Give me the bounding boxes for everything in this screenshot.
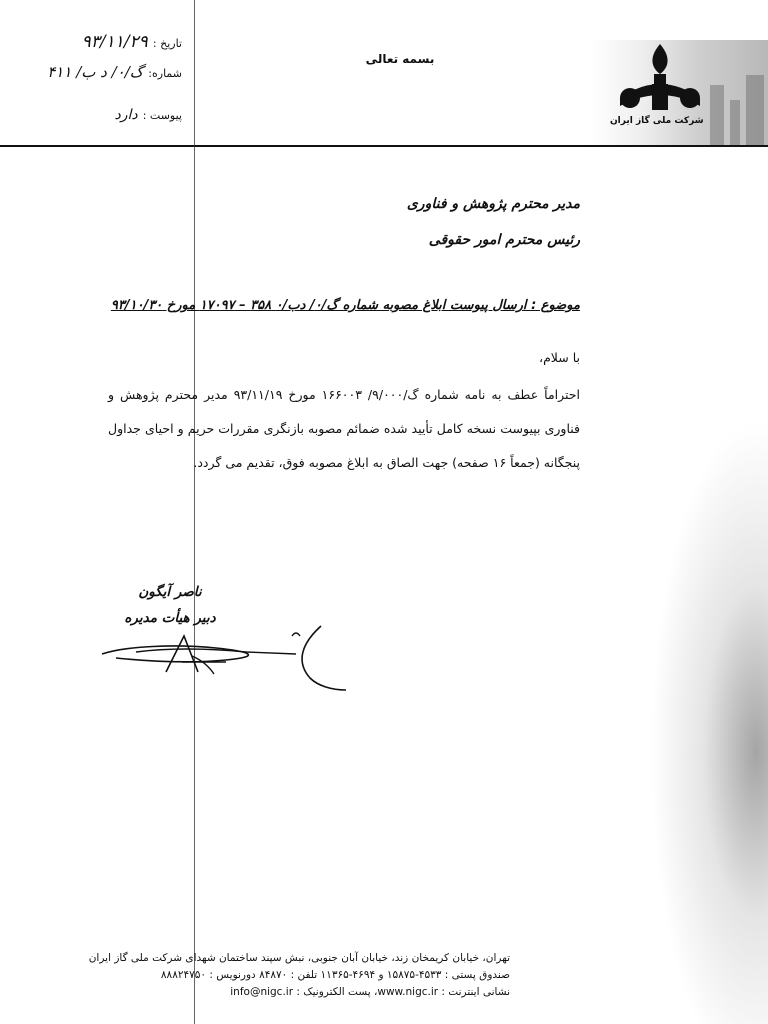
attachment-row [86, 104, 182, 126]
invocation: بسمه تعالی [365, 52, 435, 66]
handwritten-signature [96, 622, 356, 694]
number-label: شماره: [148, 67, 182, 80]
date-row [62, 32, 182, 56]
attachment-value: دارد [114, 107, 138, 123]
number-row [30, 62, 182, 86]
header-divider [0, 145, 768, 147]
date-label: تاریخ : [152, 37, 182, 50]
addressee-2: رئیس محترم امور حقوقی [428, 232, 580, 248]
logo-text: شرکت ملی گاز ایران [610, 116, 704, 126]
footer-phones: صندوق پستی : ۴۵۳۳-۱۵۸۷۵ و ۴۶۹۴-۱۱۳۶۵ تلفن : ۸۴۸۷۰ دورنویس : ۸۸۸۲۴۷۵۰ [160, 969, 510, 981]
subject-line: موضوع : ارسال پیوست ابلاغ مصوبه شماره گ/۰/ دب/۰ ۳۵۸ – ۱۷۰۹۷ مورخ ۹۳/۱۰/۳۰ [110, 298, 580, 313]
body-paragraph: احتراماً عطف به نامه شماره گ/۹/۰۰۰/ ۱۶۶۰۰۳ مورخ ۹۳/۱۱/۱۹ مدیر محترم پژوهش و فناوری بپیوست نسخه کامل تأیید شده ضمائم مصوبه بازنگری مقررات حریم و احیای جداول پنجگانه (جمعاً ۱۶ صفحه) جهت الصاق به ابلاغ مصوبه فوق، تقدیم می گردد. [108, 387, 580, 470]
signer-title: دبیر هیأت مدیره [124, 610, 216, 626]
scan-line [194, 0, 195, 1024]
greeting: با سلام، [539, 350, 580, 365]
company-logo [590, 40, 768, 145]
footer-address: تهران، خیابان کریمخان زند، خیابان آبان جنوبی، نبش سپند ساختمان شهدای شرکت ملی گاز ایران [88, 952, 510, 964]
scan-shadow [650, 420, 768, 1024]
signer-name: ناصر آیگون [138, 584, 202, 600]
date-value: ۹۳/۱۱/۲۹ [81, 32, 148, 52]
addressee-1: مدیر محترم پژوهش و فناوری [406, 196, 580, 212]
footer-web: نشانی اینترنت : www.nigc.ir، پست الکترونیک : info@nigc.ir [230, 986, 510, 998]
number-value: گ/۰/ د ب/ ۴۱۱ [47, 63, 144, 81]
attachment-label: پیوست : [142, 109, 182, 122]
flame-icon [608, 40, 708, 120]
